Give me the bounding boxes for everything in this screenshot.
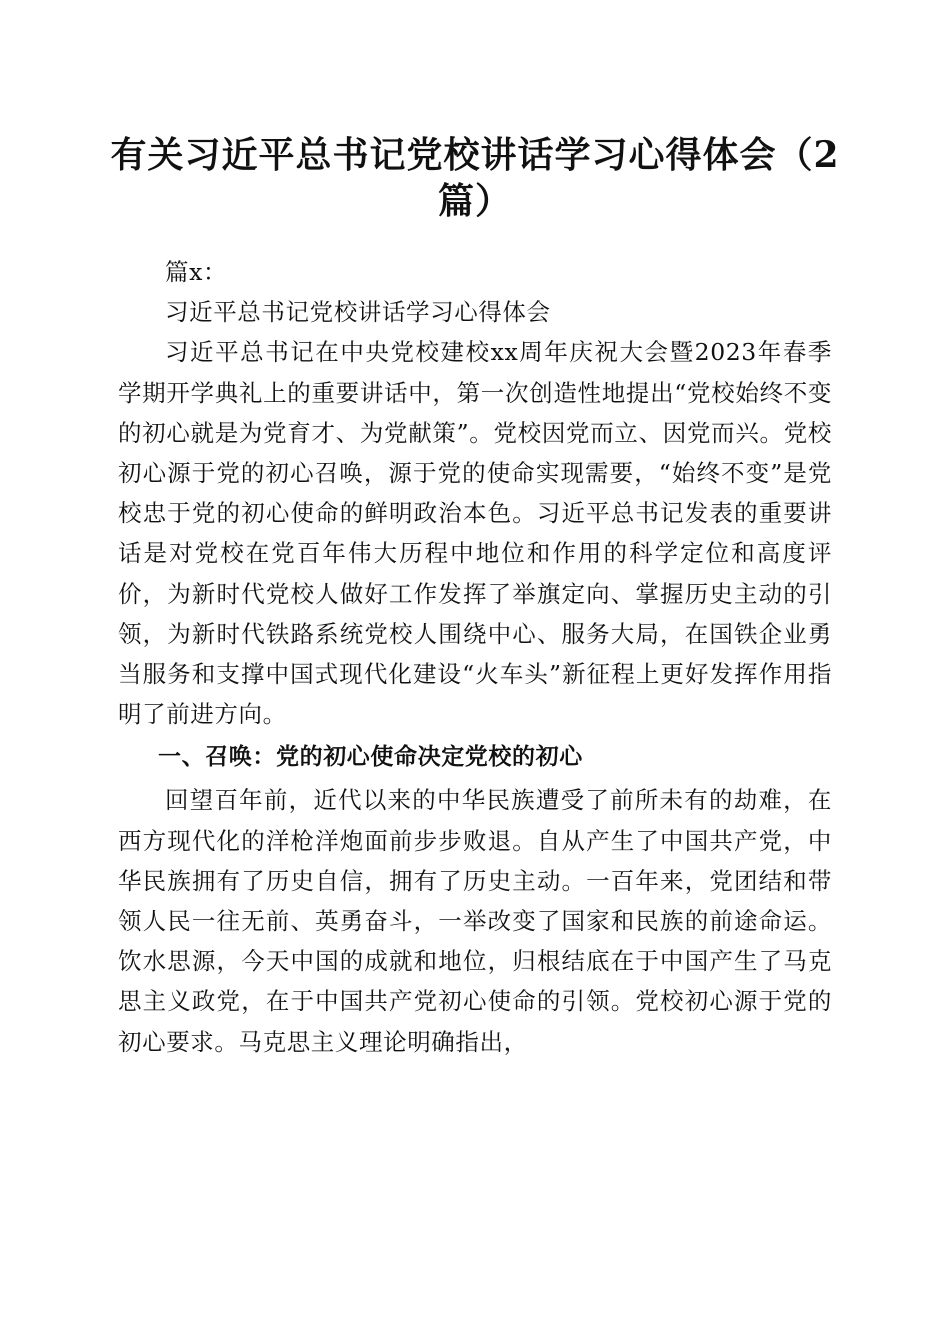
subtitle: 习近平总书记党校讲话学习心得体会 bbox=[165, 298, 551, 327]
intro-paragraph: 习近平总书记在中央党校建校xx周年庆祝大会暨2023年春季学期开学典礼上的重要讲话中，第一次创造性地提出“党校始终不变的初心就是为党育才、为党献策”。党校因党而立、因党而兴。党校初心源于党的初心召唤，源于党的使命实现需要，“始终不变”是党校忠于党的初心使命的鲜明政治本色。习近平总书记发表的重要讲话是对党校在党百年伟大历程中地位和作用的科学定位和高度评价，为新时代党校人做好工作发挥了举旗定向、掌握历史主动的引领，为新时代铁路系统党校人围绕中心、服务大局，在国铁企业勇当服务和支撑中国式现代化建设“火车头”新征程上更好发挥作用指明了前进方向。 bbox=[118, 338, 832, 729]
section-heading: 一、召唤：党的初心使命决定党校的初心 bbox=[158, 744, 583, 771]
document-title: 有关习近平总书记党校讲话学习心得体会（2篇） bbox=[110, 134, 840, 222]
section-paragraph: 回望百年前，近代以来的中华民族遭受了前所未有的劫难，在西方现代化的洋枪洋炮面前步步败退。自从产生了中国共产党，中华民族拥有了历史自信，拥有了历史主动。一百年来，党团结和带领人民一往无前、英勇奋斗，一举改变了国家和民族的前途命运。饮水思源，今天中国的成就和地位，归根结底在于中国产生了马克思主义政党，在于中国共产党初心使命的引领。党校初心源于党的初心要求。马克思主义理论明确指出， bbox=[118, 786, 832, 1056]
section-label: 篇x： bbox=[165, 258, 228, 286]
document-body bbox=[118, 252, 832, 1062]
